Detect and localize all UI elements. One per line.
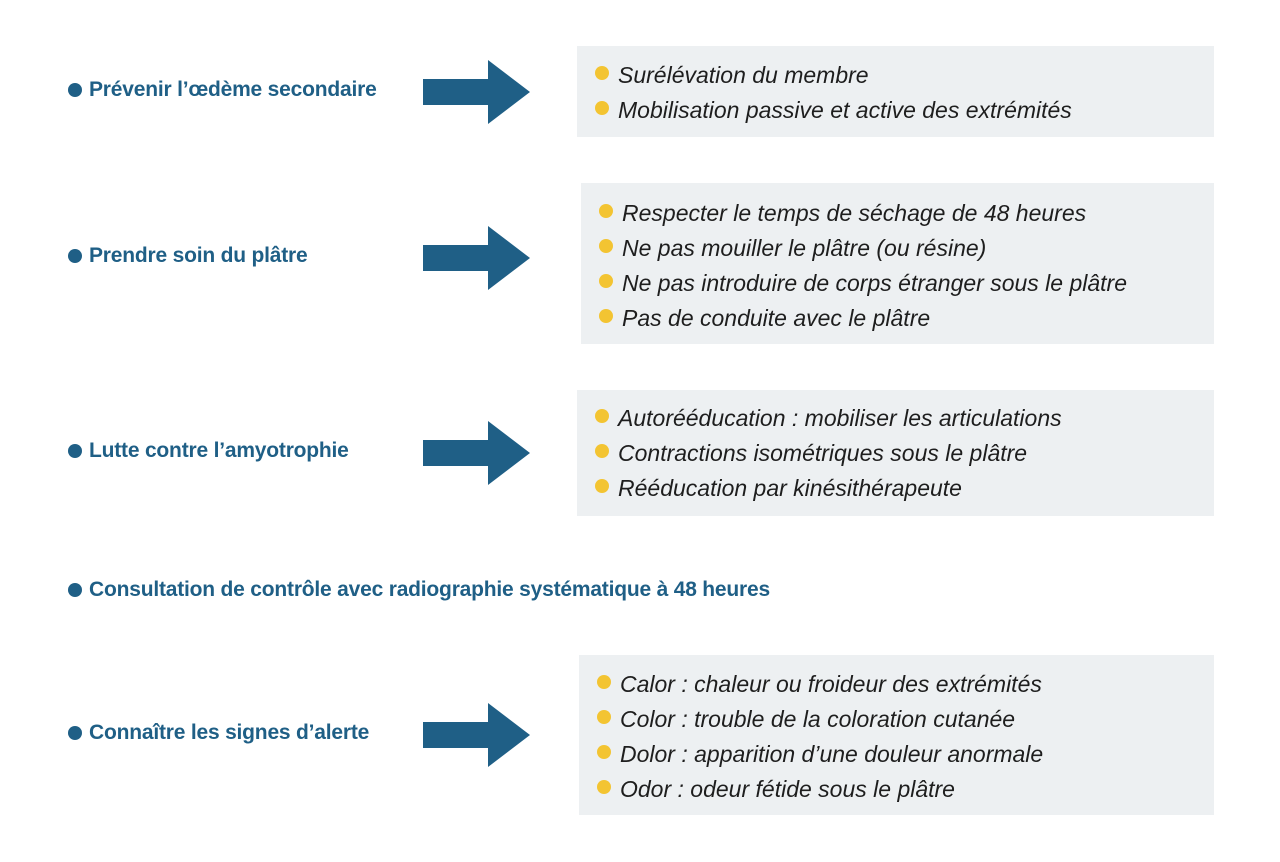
list-item: Odor : odeur fétide sous le plâtre (597, 772, 1214, 807)
list-item: Pas de conduite avec le plâtre (599, 301, 1214, 336)
bullet-dot-icon (68, 726, 82, 740)
list-item: Color : trouble de la coloration cutanée (597, 702, 1214, 737)
list-item: Ne pas introduire de corps étranger sous le plâtre (599, 266, 1214, 301)
section-heading-text: Consultation de contrôle avec radiographie systématique à 48 heures (89, 578, 770, 601)
yellow-bullet-icon (597, 675, 611, 689)
list-item: Mobilisation passive et active des extrémités (595, 93, 1214, 128)
right-arrow-icon (423, 226, 530, 290)
list-item: Calor : chaleur ou froideur des extrémités (597, 667, 1214, 702)
yellow-bullet-icon (599, 309, 613, 323)
yellow-bullet-icon (595, 444, 609, 458)
yellow-bullet-icon (597, 780, 611, 794)
detail-box-5 (579, 655, 1214, 815)
section-heading-text: Prévenir l’œdème secondaire (89, 78, 377, 101)
right-arrow-icon (423, 703, 530, 767)
section-heading-3 (68, 439, 349, 463)
bullet-dot-icon (68, 83, 82, 97)
yellow-bullet-icon (599, 274, 613, 288)
yellow-bullet-icon (597, 745, 611, 759)
bullet-dot-icon (68, 249, 82, 263)
section-heading-text: Prendre soin du plâtre (89, 244, 308, 267)
section-heading-1 (68, 78, 377, 102)
yellow-bullet-icon (597, 710, 611, 724)
list-item: Ne pas mouiller le plâtre (ou résine) (599, 231, 1214, 266)
section-heading-text: Connaître les signes d’alerte (89, 721, 370, 744)
section-heading-4 (68, 578, 770, 602)
right-arrow-icon (423, 60, 530, 124)
detail-box-3 (577, 390, 1214, 516)
section-heading-5 (68, 721, 369, 745)
list-item: Rééducation par kinésithérapeute (595, 471, 1214, 506)
list-item: Dolor : apparition d’une douleur anormale (597, 737, 1214, 772)
bullet-dot-icon (68, 444, 82, 458)
list-item: Surélévation du membre (595, 58, 1214, 93)
yellow-bullet-icon (595, 66, 609, 80)
yellow-bullet-icon (595, 479, 609, 493)
section-heading-2 (68, 244, 307, 268)
section-heading-text: Lutte contre l’amyotrophie (89, 439, 349, 462)
detail-box-2 (581, 183, 1214, 344)
yellow-bullet-icon (599, 239, 613, 253)
bullet-dot-icon (68, 583, 82, 597)
detail-box-1 (577, 46, 1214, 137)
yellow-bullet-icon (595, 409, 609, 423)
list-item: Respecter le temps de séchage de 48 heures (599, 196, 1214, 231)
list-item: Autorééducation : mobiliser les articulations (595, 401, 1214, 436)
yellow-bullet-icon (599, 204, 613, 218)
list-item: Contractions isométriques sous le plâtre (595, 436, 1214, 471)
yellow-bullet-icon (595, 101, 609, 115)
right-arrow-icon (423, 421, 530, 485)
